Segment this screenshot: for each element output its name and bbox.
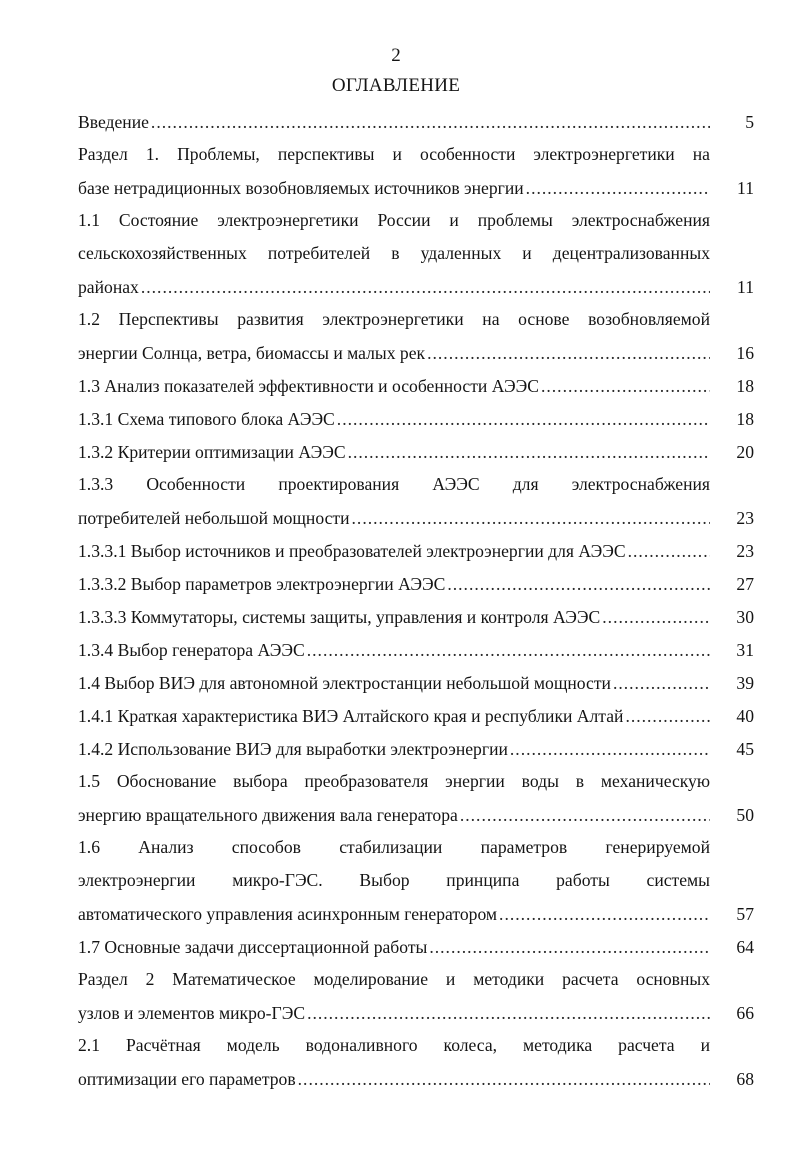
toc-entry-title: 1.4.2 Использование ВИЭ для выработки электроэнергии xyxy=(78,739,508,759)
toc-page-number: 57 xyxy=(736,904,754,924)
toc-entry xyxy=(78,963,754,1029)
toc-entry xyxy=(78,303,754,369)
toc-entry xyxy=(78,402,754,435)
dot-leader xyxy=(141,277,710,303)
toc-entry-title: энергии Солнца, ветра, биомассы и малых рек xyxy=(78,343,426,363)
toc-entry-title: 1.3.3.1 Выбор источников и преобразователей электроэнергии для АЭЭС xyxy=(78,541,626,561)
dot-leader xyxy=(541,376,710,402)
toc-page-number: 23 xyxy=(736,541,754,561)
toc-entry xyxy=(78,204,754,303)
toc-page-number: 64 xyxy=(736,937,754,957)
toc-page-number: 45 xyxy=(736,739,754,759)
toc-page-number: 18 xyxy=(736,376,754,396)
dot-leader xyxy=(510,739,710,765)
toc-entry-text-line: 1.3.3 Особенности проектирования АЭЭС для электроснабжения xyxy=(78,474,710,494)
toc-page-number: 66 xyxy=(736,1003,754,1023)
toc-page-number: 30 xyxy=(736,607,754,627)
toc-page-number: 50 xyxy=(736,805,754,825)
toc-page-number: 40 xyxy=(736,706,754,726)
toc-page-number: 11 xyxy=(737,178,754,198)
toc-page-number: 27 xyxy=(736,574,754,594)
toc-entry-title: 1.3.3.3 Коммутаторы, системы защиты, управления и контроля АЭЭС xyxy=(78,607,601,627)
toc-entry xyxy=(78,435,754,468)
toc-entry xyxy=(78,468,754,534)
toc-entry-text-line: 2.1 Расчётная модель водоналивного колеса, методика расчета и xyxy=(78,1035,710,1055)
toc-entry xyxy=(78,369,754,402)
toc-entry xyxy=(78,930,754,963)
toc-entry-title: 1.7 Основные задачи диссертационной работы xyxy=(78,937,428,957)
toc-entry xyxy=(78,600,754,633)
dot-leader xyxy=(352,508,710,534)
toc-page-number: 11 xyxy=(737,277,754,297)
page-title: ОГЛАВЛЕНИЕ xyxy=(331,75,461,96)
toc-entry-title: 1.4.1 Краткая характеристика ВИЭ Алтайского края и республики Алтай xyxy=(78,706,624,726)
toc-entry-title: энергию вращательного движения вала генератора xyxy=(78,805,458,825)
toc-entry-title: базе нетрадиционных возобновляемых источников энергии xyxy=(78,178,524,198)
toc-entry-title: 1.3.2 Критерии оптимизации АЭЭС xyxy=(78,442,346,462)
toc-entry xyxy=(78,1029,754,1095)
toc-entry xyxy=(78,765,754,831)
toc-entry-title: оптимизации его параметров xyxy=(78,1069,296,1089)
toc-page-number: 16 xyxy=(736,343,754,363)
dot-leader xyxy=(151,112,710,138)
toc-page-number: 31 xyxy=(736,640,754,660)
toc-page-number: 23 xyxy=(736,508,754,528)
toc-entry xyxy=(78,732,754,765)
toc-entry xyxy=(78,831,754,930)
toc-entry-text-line: Раздел 2 Математическое моделирование и методики расчета основных xyxy=(78,969,710,989)
page-number: 2 xyxy=(391,45,401,66)
toc-entry-title: потребителей небольшой мощности xyxy=(78,508,350,528)
dot-leader xyxy=(427,343,710,369)
dot-leader xyxy=(298,1069,710,1095)
toc-page-number: 5 xyxy=(745,112,754,132)
table-of-contents xyxy=(78,105,754,1095)
toc-entry-title: 1.3.4 Выбор генератора АЭЭС xyxy=(78,640,305,660)
dot-leader xyxy=(348,442,710,468)
toc-entry-text-line: 1.6 Анализ способов стабилизации параметров генерируемой xyxy=(78,837,710,857)
toc-entry-title: 1.4 Выбор ВИЭ для автономной электростанции небольшой мощности xyxy=(78,673,611,693)
dot-leader xyxy=(307,640,710,666)
dot-leader xyxy=(429,937,710,963)
toc-entry-text-line: сельскохозяйственных потребителей в удаленных и децентрализованных xyxy=(78,243,710,263)
toc-entry xyxy=(78,105,754,138)
toc-entry-text-line: 1.2 Перспективы развития электроэнергетики на основе возобновляемой xyxy=(78,309,710,329)
toc-entry-text-line: Раздел 1. Проблемы, перспективы и особенности электроэнергетики на xyxy=(78,144,710,164)
toc-entry xyxy=(78,666,754,699)
toc-entry-title: узлов и элементов микро-ГЭС xyxy=(78,1003,306,1023)
toc-entry-title: районах xyxy=(78,277,139,297)
dot-leader xyxy=(628,541,710,567)
toc-entry xyxy=(78,633,754,666)
toc-entry-title: автоматического управления асинхронным генератором xyxy=(78,904,498,924)
toc-page-number: 39 xyxy=(736,673,754,693)
dot-leader xyxy=(499,904,710,930)
dot-leader xyxy=(613,673,710,699)
toc-entry xyxy=(78,567,754,600)
dot-leader xyxy=(447,574,710,600)
dot-leader xyxy=(460,805,710,831)
toc-entry-title: 1.3.3.2 Выбор параметров электроэнергии АЭЭС xyxy=(78,574,446,594)
toc-page-number: 20 xyxy=(736,442,754,462)
toc-entry xyxy=(78,534,754,567)
toc-entry-title: Введение xyxy=(78,112,149,132)
toc-entry-title: 1.3.1 Схема типового блока АЭЭС xyxy=(78,409,335,429)
dot-leader xyxy=(526,178,710,204)
dot-leader xyxy=(337,409,710,435)
toc-entry xyxy=(78,138,754,204)
toc-entry-text-line: 1.5 Обоснование выбора преобразователя энергии воды в механическую xyxy=(78,771,710,791)
toc-entry xyxy=(78,699,754,732)
toc-page-number: 18 xyxy=(736,409,754,429)
toc-page-number: 68 xyxy=(736,1069,754,1089)
toc-entry-text-line: электроэнергии микро-ГЭС. Выбор принципа работы системы xyxy=(78,870,710,890)
toc-entry-title: 1.3 Анализ показателей эффективности и особенности АЭЭС xyxy=(78,376,539,396)
dot-leader xyxy=(625,706,710,732)
toc-entry-text-line: 1.1 Состояние электроэнергетики России и проблемы электроснабжения xyxy=(78,210,710,230)
dot-leader xyxy=(602,607,710,633)
dot-leader xyxy=(307,1003,710,1029)
